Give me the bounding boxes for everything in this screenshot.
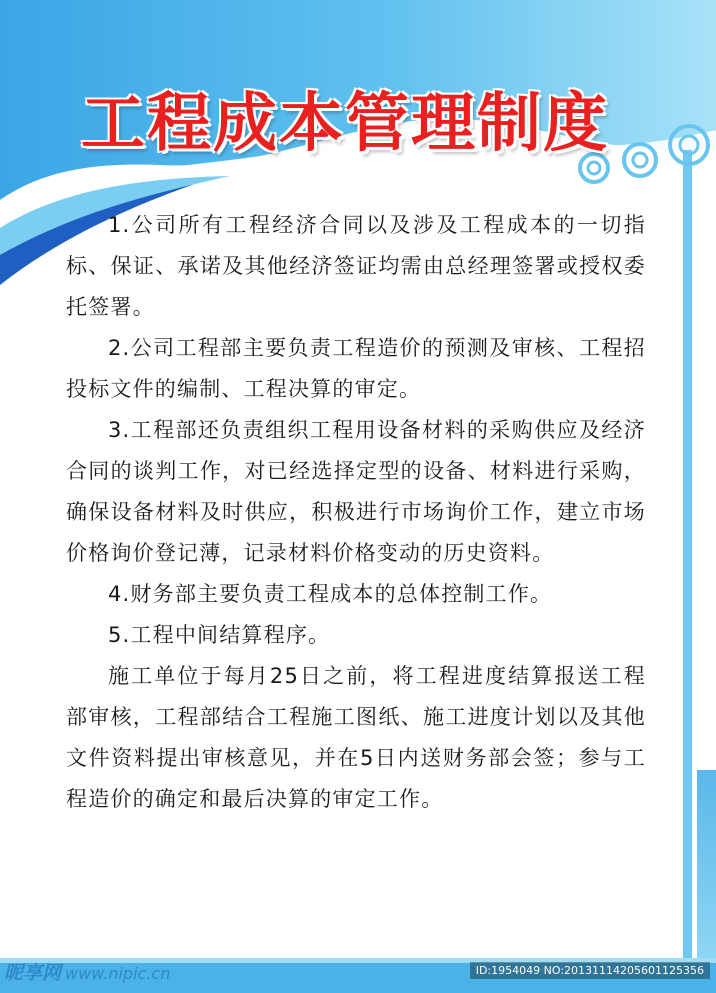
watermark-url: www.nipic.cn — [65, 964, 171, 983]
watermark-logo-text: 昵享网 — [4, 962, 62, 984]
paragraph-2: 2.公司工程部主要负责工程造价的预测及审核、工程招投标文件的编制、工程决算的审定。 — [66, 336, 646, 401]
page-title: 工程成本管理制度 — [81, 87, 609, 161]
paragraph-5: 5.工程中间结算程序。 — [108, 623, 331, 647]
paragraph-6: 施工单位于每月25日之前，将工程进度结算报送工程部审核，工程部结合工程施工图纸、施工进度计划以及其他文件资料提出审核意见，并在5日内送财务部会签；参与工程造价的确定和最后决算的审定工作。 — [66, 664, 646, 811]
paragraph-4: 4.财务部主要负责工程成本的总体控制工作。 — [108, 582, 553, 606]
paragraph-1: 1.公司所有工程经济合同以及涉及工程成本的一切指标、保证、承诺及其他经济签证均需由总经理签署或授权委托签署。 — [66, 213, 646, 319]
watermark-id: ID:1954049 NO:20131114205601125356 — [470, 962, 710, 979]
watermark-logo — [4, 958, 170, 985]
regulation-body — [66, 205, 646, 820]
paragraph-3: 3.工程部还负责组织工程用设备材料的采购供应及经济合同的谈判工作，对已经选择定型的设备、材料进行采购，确保设备材料及时供应，积极进行市场询价工作，建立市场价格询价登记薄，记录材料价格变动的历史资料。 — [66, 418, 646, 565]
